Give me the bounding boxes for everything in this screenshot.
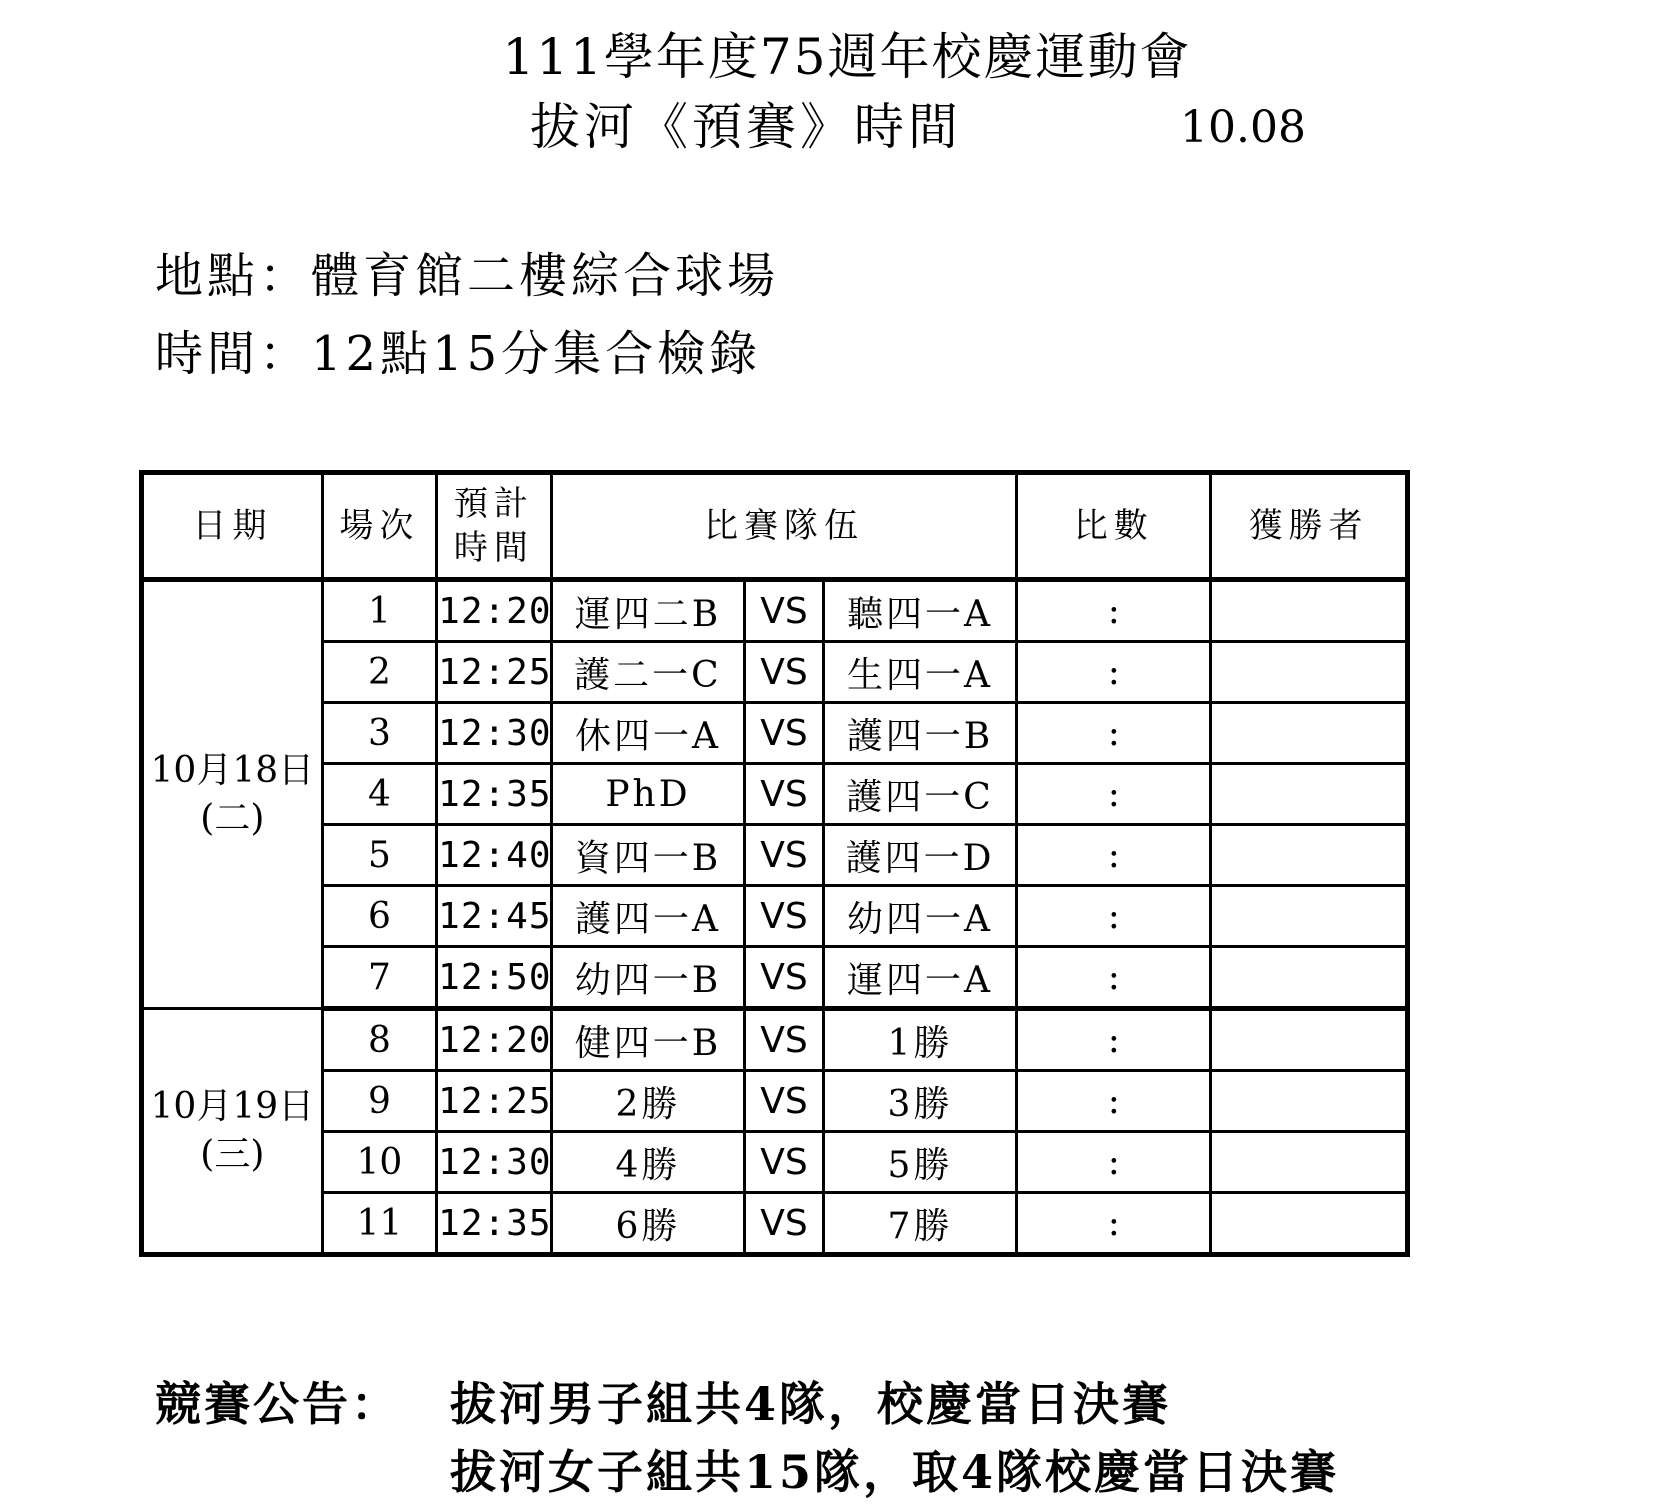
table-row xyxy=(142,1009,1408,1071)
team-b: 護四一C xyxy=(823,764,1017,825)
vs-label: VS xyxy=(745,1009,823,1071)
notice-line-women: 拔河女子組共15隊，取4隊校慶當日決賽 xyxy=(450,1445,1340,1499)
winner-cell xyxy=(1211,642,1408,703)
winner-cell xyxy=(1211,703,1408,764)
score-cell: : xyxy=(1017,886,1211,947)
team-a: 健四一B xyxy=(551,1009,745,1071)
match-time: 12:20 xyxy=(437,580,551,642)
team-b: 幼四一A xyxy=(823,886,1017,947)
vs-label: VS xyxy=(745,825,823,886)
match-schedule-table xyxy=(139,470,1410,1257)
header-planned-time-line2: 時間 xyxy=(453,528,534,568)
header-date: 日期 xyxy=(142,473,323,580)
team-a: 休四一A xyxy=(551,703,745,764)
match-time: 12:50 xyxy=(437,947,551,1009)
winner-cell xyxy=(1211,1193,1408,1255)
day1-weekday: (二) xyxy=(200,797,265,839)
team-a: 護四一A xyxy=(551,886,745,947)
document-subtitle: 拔河《預賽》時間 xyxy=(530,98,962,156)
score-cell: : xyxy=(1017,1071,1211,1132)
table-header-row xyxy=(142,473,1408,580)
score-cell: : xyxy=(1017,1193,1211,1255)
vs-label: VS xyxy=(745,1071,823,1132)
day2-date-cell xyxy=(142,1009,323,1255)
team-a: 4勝 xyxy=(551,1132,745,1193)
team-b: 運四一A xyxy=(823,947,1017,1009)
team-a: PhD xyxy=(551,764,745,825)
assembly-time-info: 時間：12點15分集合檢錄 xyxy=(155,326,762,382)
score-cell: : xyxy=(1017,1009,1211,1071)
match-number: 4 xyxy=(322,764,436,825)
table-row xyxy=(142,886,1408,947)
winner-cell xyxy=(1211,1071,1408,1132)
table-row xyxy=(142,642,1408,703)
team-b: 護四一D xyxy=(823,825,1017,886)
header-teams: 比賽隊伍 xyxy=(551,473,1017,580)
table-row xyxy=(142,947,1408,1009)
score-cell: : xyxy=(1017,947,1211,1009)
table-row xyxy=(142,703,1408,764)
team-b: 5勝 xyxy=(823,1132,1017,1193)
header-score: 比數 xyxy=(1017,473,1211,580)
day1-date: 10月18日 xyxy=(150,749,315,791)
match-number: 1 xyxy=(322,580,436,642)
match-number: 8 xyxy=(322,1009,436,1071)
header-planned-time-line1: 預計 xyxy=(453,484,534,524)
notice-line-men: 拔河男子組共4隊，校慶當日決賽 xyxy=(450,1377,1172,1431)
location-info: 地點：體育館二樓綜合球場 xyxy=(155,248,780,304)
vs-label: VS xyxy=(745,703,823,764)
team-a: 2勝 xyxy=(551,1071,745,1132)
score-cell: : xyxy=(1017,703,1211,764)
match-number: 10 xyxy=(322,1132,436,1193)
winner-cell xyxy=(1211,764,1408,825)
team-a: 資四一B xyxy=(551,825,745,886)
team-b: 生四一A xyxy=(823,642,1017,703)
match-time: 12:25 xyxy=(437,1071,551,1132)
match-number: 6 xyxy=(322,886,436,947)
match-number: 11 xyxy=(322,1193,436,1255)
team-b: 1勝 xyxy=(823,1009,1017,1071)
team-a: 護二一C xyxy=(551,642,745,703)
score-cell: : xyxy=(1017,764,1211,825)
winner-cell xyxy=(1211,947,1408,1009)
match-time: 12:30 xyxy=(437,703,551,764)
winner-cell xyxy=(1211,1009,1408,1071)
winner-cell xyxy=(1211,825,1408,886)
table-row xyxy=(142,580,1408,642)
day1-date-cell xyxy=(142,580,323,1009)
winner-cell xyxy=(1211,886,1408,947)
team-b: 護四一B xyxy=(823,703,1017,764)
match-number: 2 xyxy=(322,642,436,703)
header-planned-time xyxy=(437,473,551,580)
score-cell: : xyxy=(1017,825,1211,886)
match-time: 12:20 xyxy=(437,1009,551,1071)
score-cell: : xyxy=(1017,1132,1211,1193)
table-row xyxy=(142,1132,1408,1193)
table-row xyxy=(142,825,1408,886)
score-cell: : xyxy=(1017,580,1211,642)
table-row xyxy=(142,1071,1408,1132)
day2-weekday: (三) xyxy=(200,1134,265,1175)
notice-label: 競賽公告： xyxy=(155,1377,400,1431)
winner-cell xyxy=(1211,1132,1408,1193)
match-time: 12:40 xyxy=(437,825,551,886)
table-row xyxy=(142,764,1408,825)
header-match: 場次 xyxy=(322,473,436,580)
match-time: 12:25 xyxy=(437,642,551,703)
table-row xyxy=(142,1193,1408,1255)
day2-date: 10月19日 xyxy=(150,1086,315,1127)
vs-label: VS xyxy=(745,580,823,642)
score-cell: : xyxy=(1017,642,1211,703)
match-number: 7 xyxy=(322,947,436,1009)
vs-label: VS xyxy=(745,1193,823,1255)
document-date-code: 10.08 xyxy=(1180,102,1306,153)
team-b: 3勝 xyxy=(823,1071,1017,1132)
team-a: 運四二B xyxy=(551,580,745,642)
team-a: 6勝 xyxy=(551,1193,745,1255)
match-number: 5 xyxy=(322,825,436,886)
match-time: 12:35 xyxy=(437,764,551,825)
vs-label: VS xyxy=(745,947,823,1009)
match-time: 12:30 xyxy=(437,1132,551,1193)
document-title: 111學年度75週年校慶運動會 xyxy=(502,28,1192,86)
team-b: 7勝 xyxy=(823,1193,1017,1255)
match-number: 3 xyxy=(322,703,436,764)
vs-label: VS xyxy=(745,1132,823,1193)
match-time: 12:35 xyxy=(437,1193,551,1255)
team-b: 聽四一A xyxy=(823,580,1017,642)
match-number: 9 xyxy=(322,1071,436,1132)
vs-label: VS xyxy=(745,886,823,947)
match-time: 12:45 xyxy=(437,886,551,947)
header-winner: 獲勝者 xyxy=(1211,473,1408,580)
team-a: 幼四一B xyxy=(551,947,745,1009)
winner-cell xyxy=(1211,580,1408,642)
vs-label: VS xyxy=(745,764,823,825)
vs-label: VS xyxy=(745,642,823,703)
